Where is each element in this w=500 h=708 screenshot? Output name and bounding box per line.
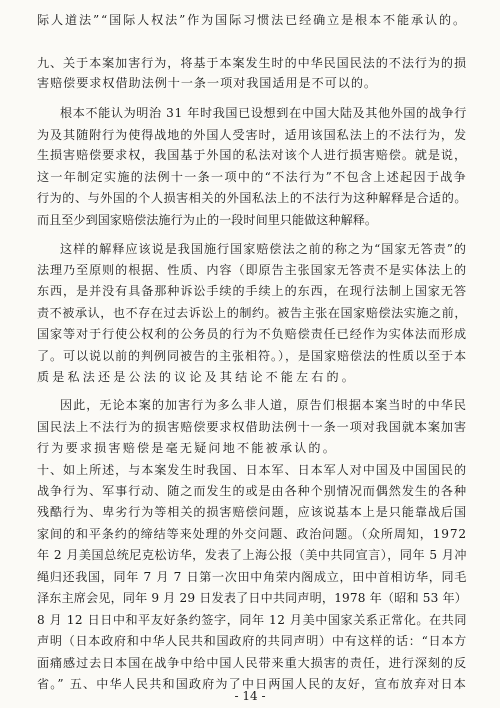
text-line: 法理乃至原则的根据、性质、内容（即原告主张国家无答责不是实体法上的 xyxy=(37,262,467,277)
text-line: 行为的、与外国的个人损害相关的外国私法上的不法行为这种解释是合适的。 xyxy=(37,191,467,206)
text-line: 生损害赔偿要求权，我国基于外国的私法对该个人进行损害赔偿。就是说， xyxy=(37,148,467,163)
text-line: 根本不能认为明治 31 年时我国已设想到在中国大陆及其他外国的战争行 xyxy=(60,106,467,121)
text-line: 年 2 月美国总统尼克松访华，发表了上海公报（美中共同宣言），同年 5 月冲 xyxy=(37,548,467,563)
text-line: 面痛感过去日本国在战争中给中国人民带来重大损害的责任，进行深刻的反 xyxy=(37,655,467,670)
text-line: 为及其随附行为使得战地的外国人受害时，适用该国私法上的不法行为，发 xyxy=(37,127,467,142)
text-line: 东西，是并没有具备那种诉讼手续的手续上的东西，在现行法制上国家无答 xyxy=(37,284,467,299)
text-line: 质是私法还是公法的议论及其结论不能左右的。 xyxy=(37,370,357,385)
text-line: 这样的解释应该说是我国施行国家赔偿法之前的称之为“国家无答责”的 xyxy=(60,241,467,256)
text-line: 了。可以说以前的判例同被告的主张相符。），是国家赔偿法的性质以至于本 xyxy=(37,348,467,363)
text-line: 绳归还我国，同年 7 月 7 日第一次田中角荣内阁成立，田中首相访华，同毛 xyxy=(37,569,467,584)
text-line: 家间的和平条约的缔结等来处理的外交问题、政治问题。（众所周知，1972 xyxy=(37,526,467,541)
text-line: 8 月 12 日日中和平友好条约签字，同年 12 月美中国家关系正常化。在共同 xyxy=(37,612,467,627)
text-line: 泽东主席会见，同年 9 月 29 日发表了日中共同声明，1978 年（昭和 53 年） xyxy=(37,591,468,606)
text-line: 九、关于本案加害行为，将基于本案发生时的中华民国民法的不法行为的损 xyxy=(37,55,467,70)
text-line: 国家等对于行使公权利的公务员的行为不负赔偿责任已经作为实体法而形成 xyxy=(37,327,467,342)
text-line: 这一年制定实施的法例十一条一项中的“不法行为”不包含上述起因于战争 xyxy=(37,169,468,184)
text-line: 际人道法”“国际人权法”作为国际习惯法已经确立是根本不能承认的。 xyxy=(37,13,467,27)
text-line: 国民法上不法行为的损害赔偿要求权借助法例十一条一项对我国就本案加害 xyxy=(37,419,467,434)
text-line: 行为要求损害赔偿是毫无疑问地不能被承认的。 xyxy=(37,441,337,456)
text-line: 残酷行为、卑劣行为等相关的损害赔偿问题，应该说基本上是只能靠战后国 xyxy=(37,505,467,520)
text-line: 而且至少到国家赔偿法施行为止的一段时间里只能做这种解释。 xyxy=(37,212,377,227)
text-line: 声明（日本政府和中华人民共和国政府的共同声明）中有这样的话：“日本方 xyxy=(37,634,467,649)
text-line: 十、如上所述，与本案发生时我国、日本军、日本军人对中国及中国国民的 xyxy=(37,462,467,477)
text-line: 因此，无论本案的加害行为多么非人道，原告们根据本案当时的中华民 xyxy=(60,398,467,413)
text-line: 省。” 五、中华人民共和国政府为了中日两国人民的友好，宣布放弃对日本 xyxy=(37,677,468,691)
text-line: 战争行为、军事行动、随之而发生的或是由各种个别情况而偶然发生的各种 xyxy=(37,484,467,498)
text-line: 责不被承认，也不存在过去诉讼上的制约。被告主张在国家赔偿法实施之前， xyxy=(37,305,467,320)
text-line: 害赔偿要求权借助法例十一条一项对我国适用是不可以的。 xyxy=(37,76,377,91)
page-number: - 14 - xyxy=(234,689,266,703)
